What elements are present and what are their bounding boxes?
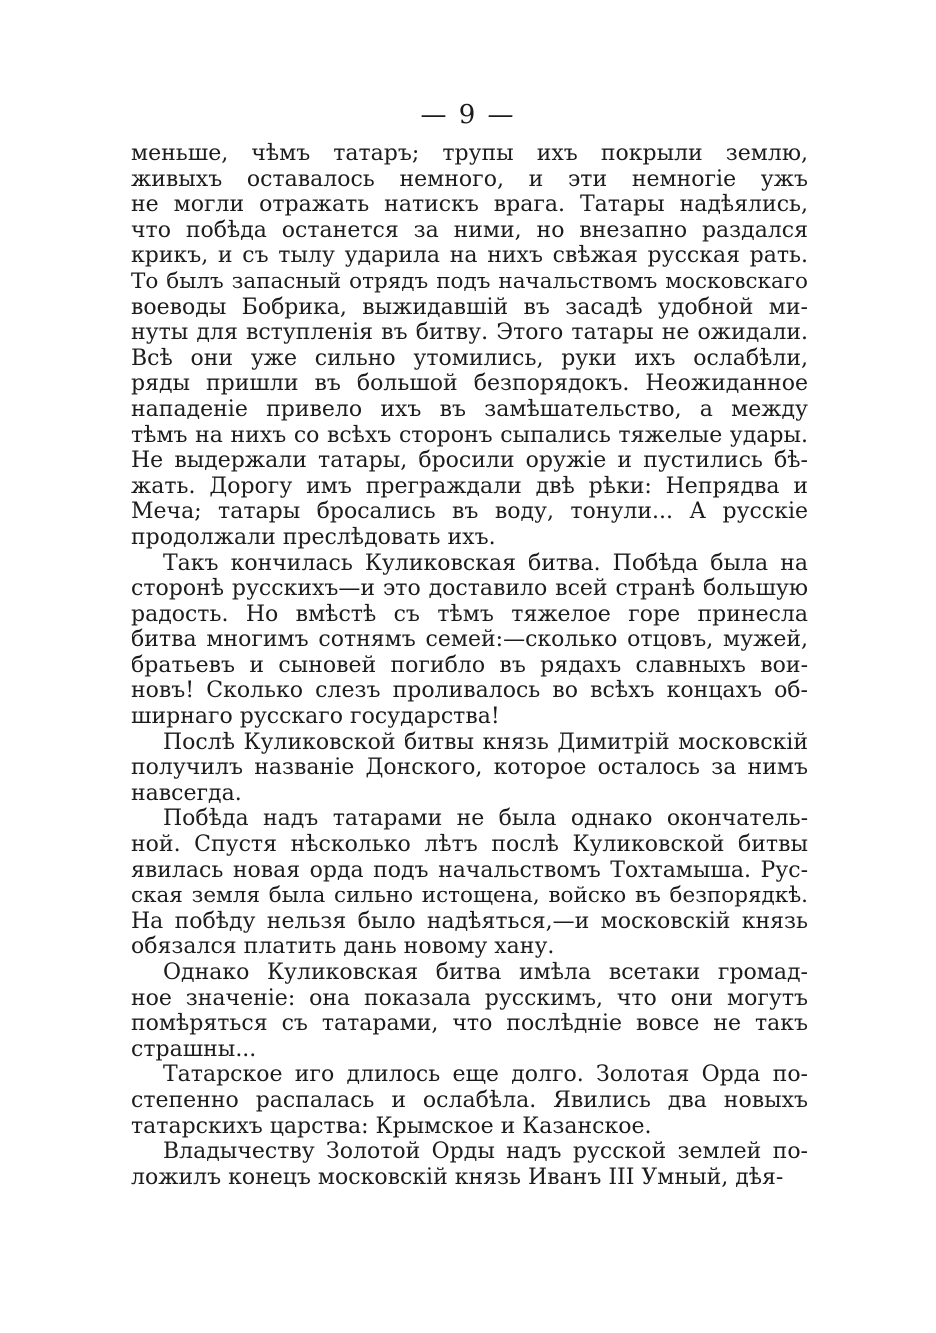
text-line: явилась новая орда подъ начальствомъ Тохтамыша. Рус- bbox=[131, 857, 808, 883]
body-text bbox=[131, 141, 808, 1190]
text-line: меньше, чѣмъ татаръ; трупы ихъ покрыли землю, bbox=[131, 141, 808, 166]
paragraph bbox=[131, 1062, 808, 1139]
text-line: татарскихъ царства: Крымское и Казанское. bbox=[131, 1113, 652, 1139]
text-line: Татарское иго длилось еще долго. Золотая Орда по- bbox=[163, 1062, 808, 1088]
paragraph bbox=[131, 730, 808, 807]
text-line: ложилъ конецъ московскій князь Иванъ III Умный, дѣя- bbox=[131, 1164, 784, 1190]
text-line: ширнаго русскаго государства! bbox=[131, 704, 500, 730]
paragraph bbox=[131, 960, 808, 1062]
text-line: Послѣ Куликовской битвы князь Димитрій московскій bbox=[163, 729, 808, 755]
text-line: что побѣда останется за ними, но внезапно раздался bbox=[131, 217, 808, 243]
text-line: ряды пришли въ большой безпорядокъ. Неожиданное bbox=[131, 371, 808, 397]
text-line: новъ! Сколько слезъ проливалось во всѣхъ концахъ об- bbox=[131, 678, 808, 704]
text-line: тѣмъ на нихъ со всѣхъ сторонъ сыпались тяжелые удары. bbox=[131, 422, 808, 448]
text-line: навсегда. bbox=[131, 780, 242, 806]
text-line: ной. Спустя нѣсколько лѣтъ послѣ Куликовской битвы bbox=[131, 832, 808, 858]
text-line: живыхъ оставалось немного, и эти немногіе ужъ bbox=[131, 166, 808, 192]
text-line: братьевъ и сыновей погибло въ рядахъ славныхъ вои- bbox=[131, 652, 808, 678]
text-line: получилъ названіе Донского, которое осталось за нимъ bbox=[131, 755, 808, 781]
text-line: Такъ кончилась Куликовская битва. Побѣда была на bbox=[163, 550, 808, 576]
text-line: Побѣда надъ татарами не была однако окончатель- bbox=[163, 806, 808, 832]
text-line: Всѣ они уже сильно утомились, руки ихъ ослабѣли, bbox=[131, 345, 808, 371]
text-line: продолжали преслѣдовать ихъ. bbox=[131, 524, 496, 550]
text-line: То былъ запасный отрядъ подъ начальствомъ московскаго bbox=[131, 268, 808, 294]
text-line: Меча; татары бросались въ воду, тонули... А русскіе bbox=[131, 499, 808, 525]
paragraph bbox=[131, 1139, 808, 1190]
text-line: радость. Но вмѣстѣ съ тѣмъ тяжелое горе принесла bbox=[131, 601, 808, 627]
text-line: Не выдержали татары, бросили оружіе и пустились бѣ- bbox=[131, 448, 808, 474]
paragraph bbox=[131, 551, 808, 730]
text-line: Владычеству Золотой Орды надъ русской землей по- bbox=[163, 1139, 808, 1165]
text-line: не могли отражать натискъ врага. Татары надѣялись, bbox=[131, 192, 808, 218]
text-line: жать. Дорогу имъ преграждали двѣ рѣки: Непрядва и bbox=[131, 473, 808, 499]
paragraph bbox=[131, 141, 808, 551]
text-line: страшны... bbox=[131, 1036, 257, 1062]
text-line: помѣряться съ татарами, что послѣдніе вовсе не такъ bbox=[131, 1011, 808, 1037]
text-line: обязался платить дань новому хану. bbox=[131, 934, 555, 960]
text-line: ное значеніе: она показала русскимъ, что они могутъ bbox=[131, 985, 808, 1011]
text-line: воеводы Бобрика, выжидавшій въ засадѣ удобной ми- bbox=[131, 294, 808, 320]
text-line: степенно распалась и ослабѣла. Явились два новыхъ bbox=[131, 1087, 808, 1113]
text-line: нуты для вступленія въ битву. Этого татары не ожидали. bbox=[131, 320, 808, 346]
text-line: битва многимъ сотнямъ семей:—сколько отцовъ, мужей, bbox=[131, 627, 808, 653]
text-line: нападеніе привело ихъ въ замѣшательство, а между bbox=[131, 396, 808, 422]
text-line: сторонѣ русскихъ—и это доставило всей странѣ большую bbox=[131, 576, 808, 602]
text-line: крикъ, и съ тылу ударила на нихъ свѣжая русская рать. bbox=[131, 243, 808, 269]
paragraph bbox=[131, 806, 808, 960]
text-line: ская земля была сильно истощена, войско въ безпорядкѣ. bbox=[131, 883, 808, 909]
page-number: — 9 — bbox=[420, 100, 516, 130]
text-line: Однако Куликовская битва имѣла всетаки громад- bbox=[163, 960, 808, 985]
text-line: На побѣду нельзя было надѣяться,—и московскій князь bbox=[131, 908, 808, 934]
